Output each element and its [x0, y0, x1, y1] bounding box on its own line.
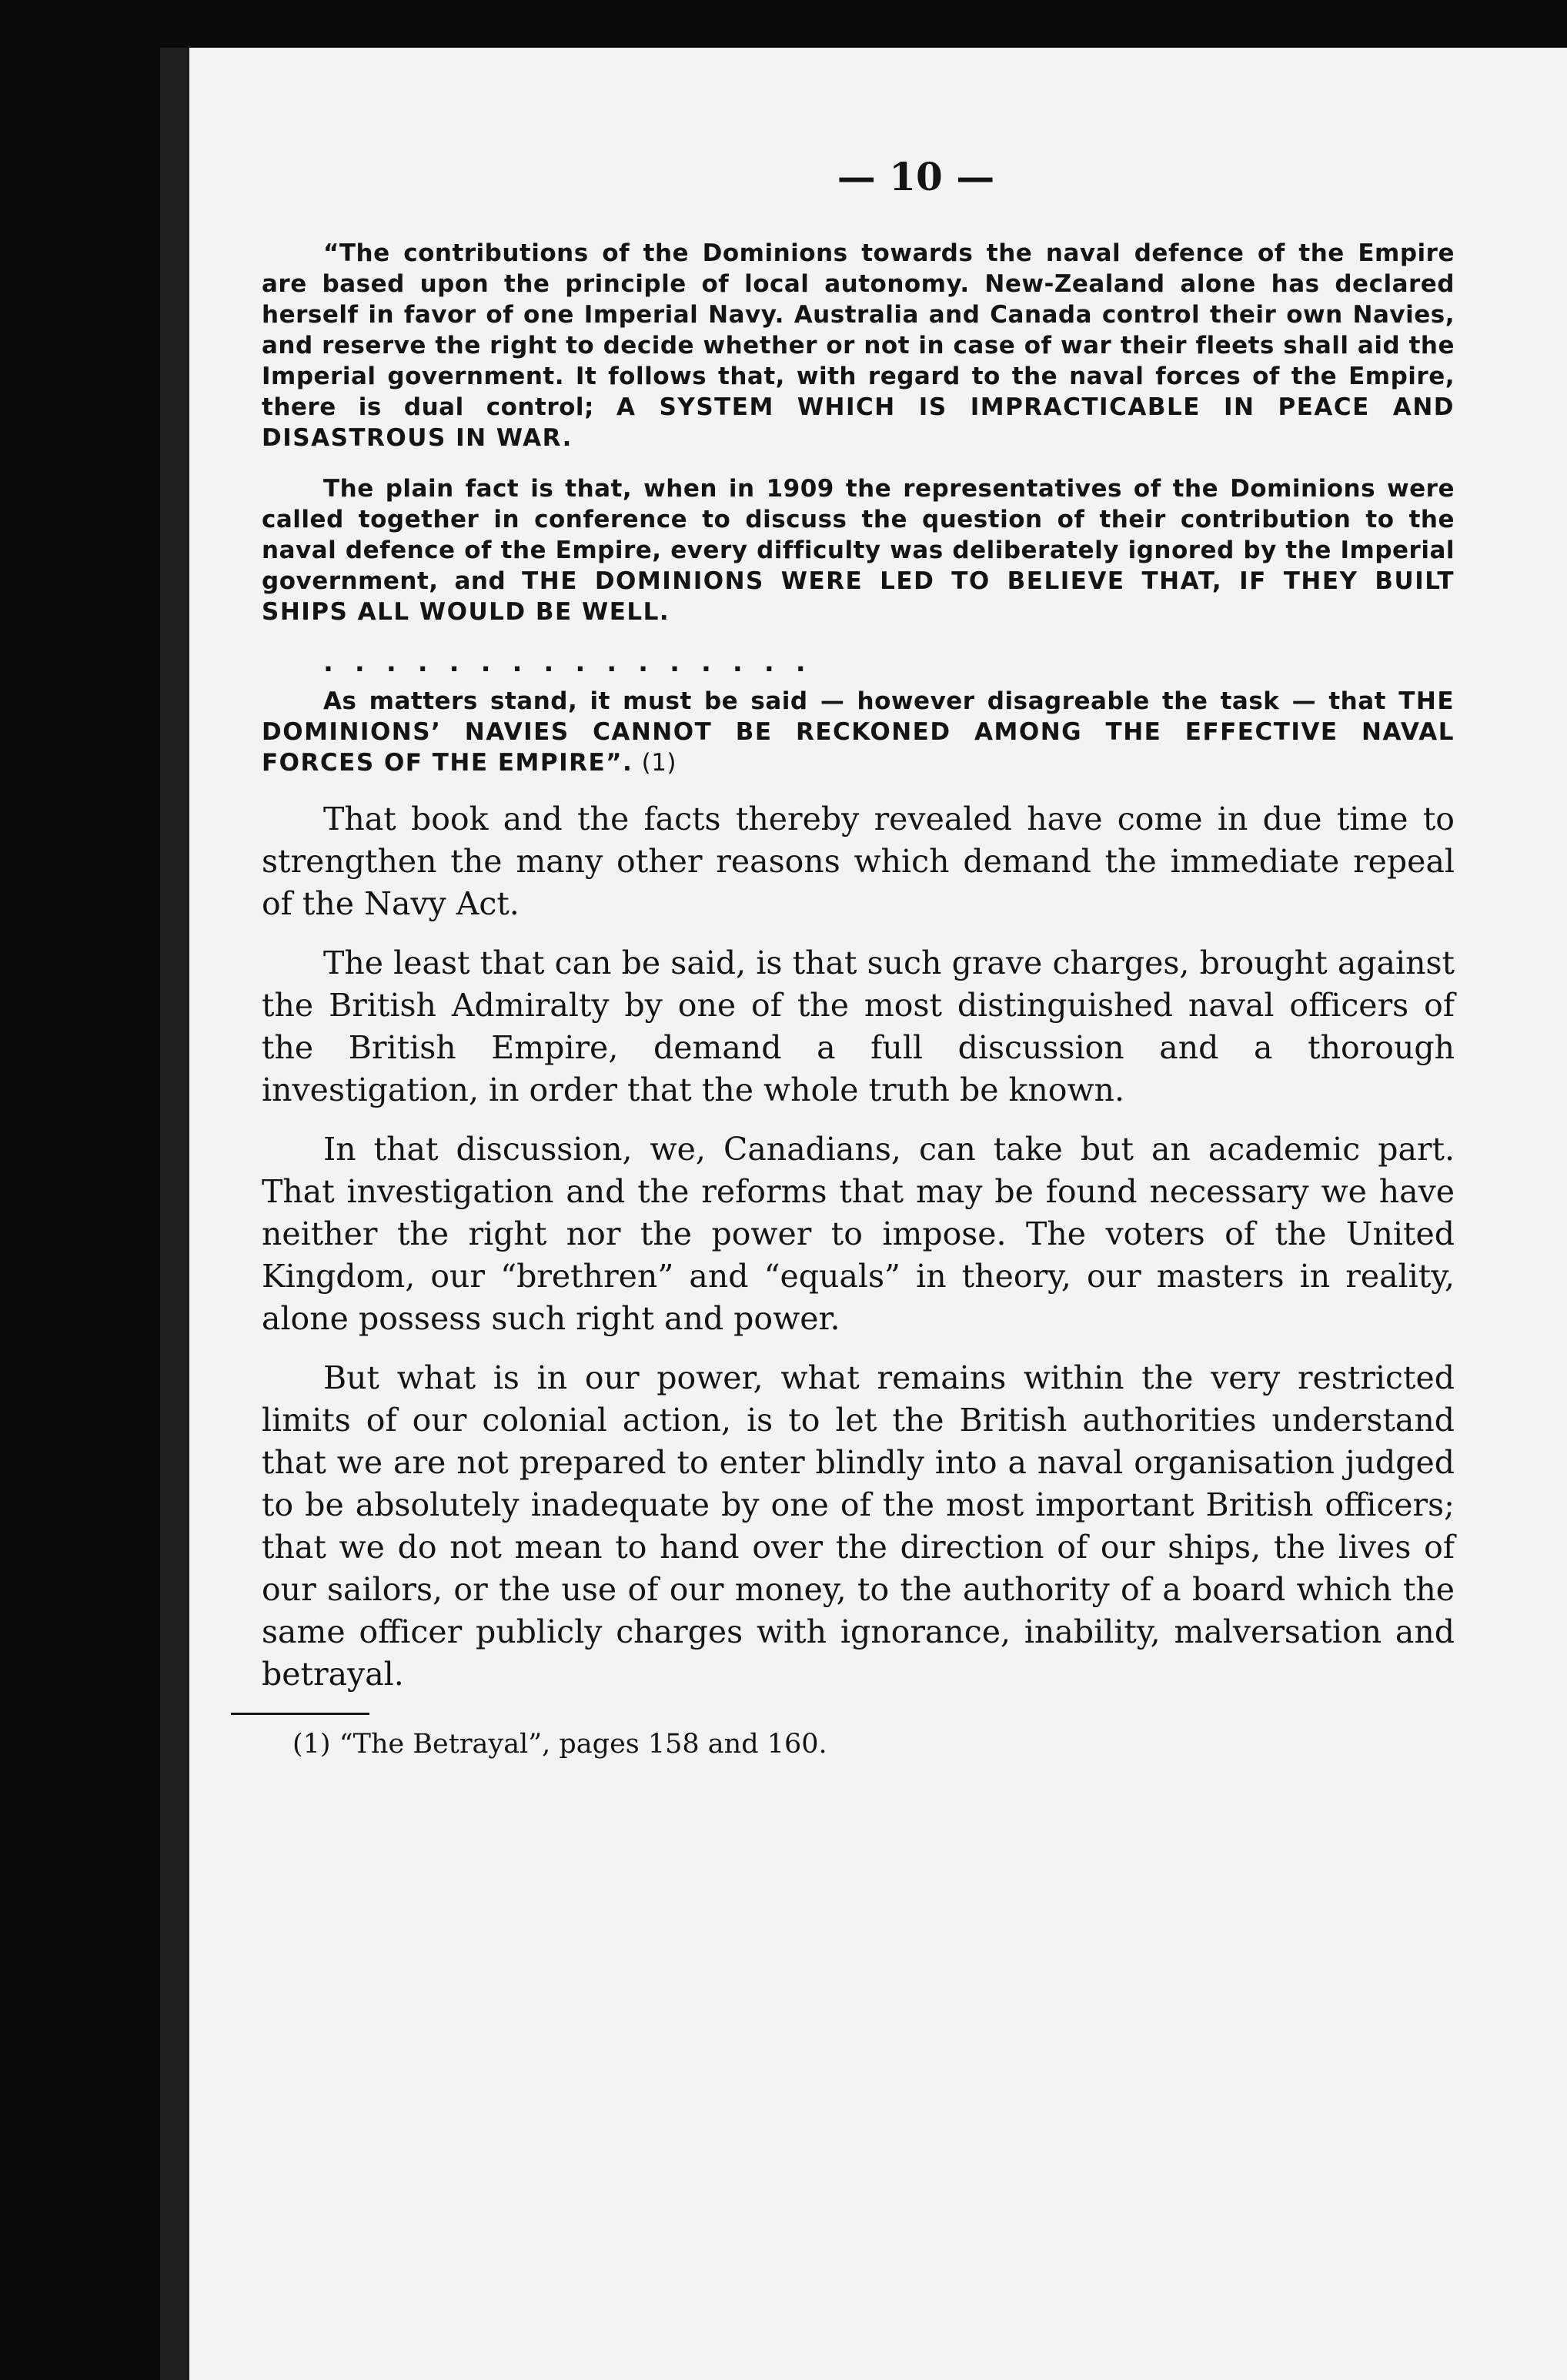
footnote-rule: [231, 1713, 369, 1715]
body-paragraph-3: In that discussion, we, Canadians, can take but an academic part. That investigation and the reforms that may be found necessary we have neither the right nor the power to impose. The voters of the United Kingdom, our “brethren” and “equals” in theory, our masters in reality, alone possess such right and power.: [262, 1131, 1455, 1337]
body-paragraph-4: But what is in our power, what remains within the very restricted limits of our colonial action, is to let the British authorities understand that we are not prepared to enter blindly into a naval organisation judged to be absolutely inadequate by one of the most important British officers; that we do not mean to hand over the direction of our ships, the lives of our sailors, or the use of our money, to the authority of a board which the same officer publicly charges with ignorance, inability, malversation and betrayal.: [262, 1359, 1455, 1693]
scan-frame-edge: [160, 48, 189, 2380]
quote-paragraph-3: [262, 686, 1455, 778]
footnote-reference: (1): [641, 749, 677, 777]
quote-paragraph-1-text: “The contributions of the Dominions towards the naval defence of the Empire are based upon the principle of local autonomy. New-Zealand alone has declared herself in favor of one Imperial Navy. Australia and Canada control their own Navies, and reserve the right to decide whether or not in case of war their fleets shall aid the Imperial government. It follows that, with regard to the naval forces of the Empire, there is dual control;: [262, 239, 1455, 421]
page-number: — 10 —: [837, 154, 995, 199]
quote-paragraph-3-text: As matters stand, it must be said — however disagreable the task — that: [323, 687, 1386, 715]
body-text: [262, 798, 1455, 1696]
quote-paragraph-1-emphasis: A SYSTEM WHICH IS IMPRACTICABLE IN PEACE AND DISASTROUS IN WAR.: [262, 393, 1455, 452]
body-paragraph-1: That book and the facts thereby revealed have come in due time to strengthen the many other reasons which demand the immediate repeal of the Navy Act.: [262, 801, 1455, 922]
page-content: [262, 154, 1455, 1760]
footnote: (1) “The Betrayal”, pages 158 and 160.: [292, 1729, 827, 1760]
quote-paragraph-2: [262, 473, 1455, 627]
quote-paragraph-2-text: The plain fact is that, when in 1909 the representatives of the Dominions were called together in conference to discuss the question of their contribution to the naval defence of the Empire, every difficulty was deliberately ignored by the Imperial government, and: [262, 475, 1455, 595]
quote-paragraph-3-emphasis: THE DOMINIONS’ NAVIES CANNOT BE RECKONED AMONG THE EFFECTIVE NAVAL FORCES OF THE EMPIRE”.: [262, 687, 1455, 777]
quote-paragraph-2-emphasis: THE DOMINIONS WERE LED TO BELIEVE THAT, IF THEY BUILT SHIPS ALL WOULD BE WELL.: [262, 567, 1455, 626]
ellipsis-divider: ................: [323, 647, 827, 678]
body-paragraph-2: The least that can be said, is that such grave charges, brought against the British Admiralty by one of the most distinguished naval officers of the British Empire, demand a full discussion and a thorough investigation, in order that the whole truth be known.: [262, 944, 1455, 1108]
block-quote: [262, 238, 1455, 778]
quote-paragraph-1: [262, 238, 1455, 453]
